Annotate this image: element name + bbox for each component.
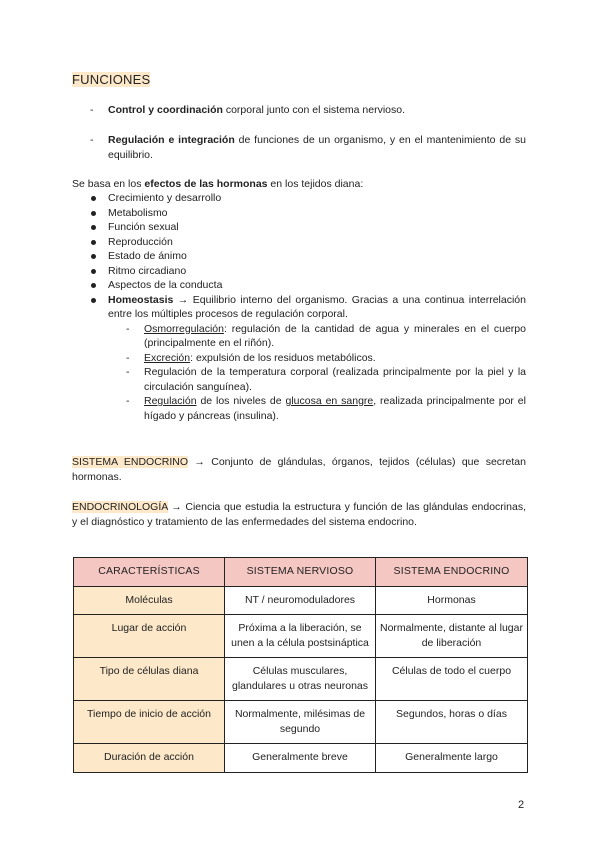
- endocrine-system-definition: SISTEMA ENDOCRINO → Conjunto de glándulas, órganos, tejidos (células) que secretan hormonas.: [72, 456, 526, 483]
- homeostasis-item: Homeostasis → Equilibrio interno del organismo. Gracias a una continua interrelación entre los múltiples procesos de regulación corporal. - Osmorregulación: regulación de la cantidad de agua y minerales en el cuerpo (principalmente en el riñón). - Excreción: expulsión de los residuos metabólicos. - Regulación de la temperatura corporal (realizada principalmente por la piel y la circulación sanguínea). - Regulación de los niveles de glucosa en sangre, realizada principalmente por el hígado y páncreas (insulina).: [90, 293, 526, 424]
- function-item-2: - Regulación e integración de funciones de un organismo, y en el mantenimiento de su equilibrio.: [90, 134, 526, 161]
- sub-item-excretion: - Excreción: expulsión de los residuos metabólicos.: [126, 351, 526, 366]
- table-row: [74, 744, 528, 773]
- table-header-row: [74, 558, 528, 587]
- table-cell: NT / neuromoduladores: [225, 586, 376, 615]
- table-cell: Segundos, horas o días: [376, 701, 528, 744]
- table-cell: Normalmente, distante al lugar de liberación: [376, 615, 528, 658]
- homeostasis-sublist: [126, 322, 526, 424]
- table-cell: Hormonas: [376, 586, 528, 615]
- table-cell: Tipo de células diana: [74, 658, 225, 701]
- sub-item-temperature: - Regulación de la temperatura corporal (realizada principalmente por la piel y la circulación sanguínea).: [126, 365, 526, 394]
- effects-list: [90, 191, 526, 423]
- table-cell: Células de todo el cuerpo: [376, 658, 528, 701]
- list-item: Ritmo circadiano: [90, 264, 526, 279]
- comparison-table: [73, 557, 528, 773]
- table-cell: Próxima a la liberación, se unen a la célula postsináptica: [225, 615, 376, 658]
- list-item: Crecimiento y desarrollo: [90, 191, 526, 206]
- table-cell: Lugar de acción: [74, 615, 225, 658]
- table-row: [74, 701, 528, 744]
- effects-intro: Se basa en los efectos de las hormonas en los tejidos diana:: [72, 178, 364, 190]
- table-header: CARACTERÍSTICAS: [74, 558, 225, 587]
- list-item: Estado de ánimo: [90, 249, 526, 264]
- table-cell: Tiempo de inicio de acción: [74, 701, 225, 744]
- section-title: FUNCIONES: [72, 72, 151, 87]
- table-row: [74, 615, 528, 658]
- table-row: [74, 586, 528, 615]
- table-cell: Moléculas: [74, 586, 225, 615]
- list-item: Metabolismo: [90, 206, 526, 221]
- table-cell: Generalmente largo: [376, 744, 528, 773]
- table-cell: Normalmente, milésimas de segundo: [225, 701, 376, 744]
- table-cell: Generalmente breve: [225, 744, 376, 773]
- list-item: Aspectos de la conducta: [90, 278, 526, 293]
- list-item: Función sexual: [90, 220, 526, 235]
- table-header: SISTEMA ENDOCRINO: [376, 558, 528, 587]
- table-cell: Células musculares, glandulares u otras neuronas: [225, 658, 376, 701]
- list-item: Reproducción: [90, 235, 526, 250]
- sub-item-glucose: - Regulación de los niveles de glucosa en sangre, realizada principalmente por el hígado y páncreas (insulina).: [126, 394, 526, 423]
- function-item-1: - Control y coordinación corporal junto con el sistema nervioso.: [90, 104, 406, 116]
- page-number: 2: [518, 799, 525, 811]
- sub-item-osmoregulation: - Osmorregulación: regulación de la cantidad de agua y minerales en el cuerpo (principalmente en el riñón).: [126, 322, 526, 351]
- table-row: [74, 658, 528, 701]
- table-cell: Duración de acción: [74, 744, 225, 773]
- endocrinology-definition: ENDOCRINOLOGÍA → Ciencia que estudia la estructura y función de las glándulas endocrinas, y el diagnóstico y tratamiento de las enfermedades del sistema endocrino.: [72, 501, 526, 528]
- table-header: SISTEMA NERVIOSO: [225, 558, 376, 587]
